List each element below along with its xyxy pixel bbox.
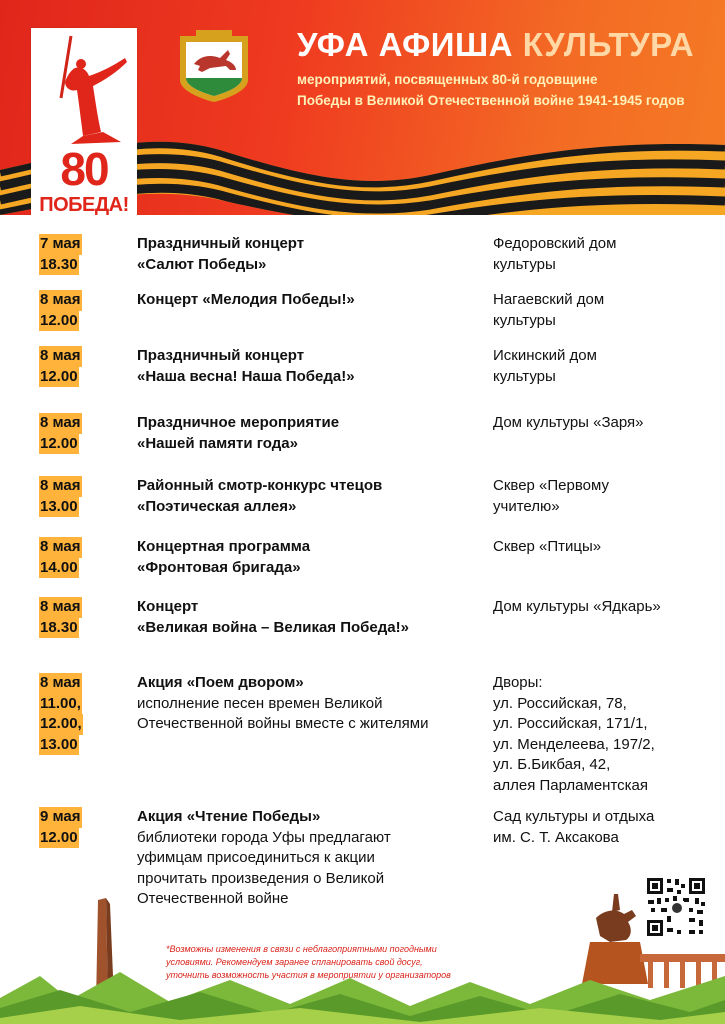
event-title-line: Акция «Поем двором» — [137, 674, 304, 691]
event-date — [39, 234, 109, 275]
event-title — [137, 234, 482, 275]
event-title-line: Праздничный концерт — [137, 235, 305, 252]
event-date — [39, 346, 109, 387]
disclaimer-line: *Возможны изменения в связи с неблагоприятными погодными — [166, 944, 437, 954]
event-venue-line: культуры — [493, 311, 556, 329]
event-venue-line: Сквер «Первому — [493, 477, 609, 494]
event-description-line: Отечественной войне — [137, 890, 289, 907]
event-title — [137, 413, 482, 454]
event-time: 12.00 — [39, 828, 79, 849]
event-time: 13.00 — [39, 497, 79, 518]
event-title — [137, 597, 482, 638]
event-title-line: Концертная программа — [137, 538, 311, 555]
event-title-line: «Великая война – Великая Победа!» — [137, 618, 409, 636]
event-description-line: уфимцам присоединиться к акции — [137, 849, 375, 866]
subtitle-line-1: мероприятий, посвященных 80-й годовщине — [297, 72, 598, 87]
event-venue — [493, 476, 718, 517]
event-title-line: Концерт — [137, 598, 199, 615]
event-venue — [493, 807, 718, 848]
event-venue-line: культуры — [493, 367, 556, 385]
qr-code-icon[interactable] — [645, 876, 707, 938]
event-date — [39, 413, 109, 454]
event-time: 18.30 — [39, 255, 79, 276]
event-title-line: Районный смотр-конкурс чтецов — [137, 477, 383, 494]
event-day: 8 мая — [39, 290, 82, 311]
event-venue-line: ул. Российская, 78, — [493, 694, 627, 712]
event-title-line: «Нашей памяти года» — [137, 434, 298, 452]
event-venue-line: ул. Российская, 171/1, — [493, 715, 648, 732]
event-venue-line: им. С. Т. Аксакова — [493, 828, 619, 846]
event-date — [39, 597, 109, 638]
event-date — [39, 537, 109, 578]
event-time: 14.00 — [39, 558, 79, 579]
event-venue — [493, 413, 718, 434]
event-venue-line: Дом культуры «Ядкарь» — [493, 598, 661, 615]
disclaimer-line: условиями. Рекомендуем заранее спланировать свой досуг, — [166, 957, 423, 967]
event-title — [137, 673, 482, 735]
event-venue — [493, 537, 718, 558]
event-venue-line: Сквер «Птицы» — [493, 538, 602, 555]
event-time: 13.00 — [39, 735, 79, 756]
event-title-line: Акция «Чтение Победы» — [137, 808, 321, 825]
event-venue — [493, 597, 718, 618]
event-title-line: «Салют Победы» — [137, 255, 267, 273]
logo-text: ПОБЕДА! — [39, 194, 129, 215]
disclaimer-note — [166, 943, 546, 982]
event-title-line: «Наша весна! Наша Победа!» — [137, 367, 355, 385]
subtitle-line-2: Победы в Великой Отечественной войне 1941-1945 годов — [297, 93, 685, 108]
event-venue-line: Дворы: — [493, 674, 543, 691]
event-title — [137, 290, 482, 311]
event-description-line: библиотеки города Уфы предлагают — [137, 828, 391, 846]
event-venue — [493, 290, 718, 331]
event-description-line: Отечественной войны вместе с жителями — [137, 715, 429, 732]
event-time: 12.00 — [39, 434, 79, 455]
event-time: 12.00 — [39, 311, 79, 332]
event-venue-line: ул. Менделеева, 197/2, — [493, 735, 655, 753]
event-time: 12.00 — [39, 367, 79, 388]
event-title — [137, 346, 482, 387]
event-venue-line: Нагаевский дом — [493, 291, 605, 308]
event-date — [39, 807, 109, 848]
logo-number: 80 — [60, 143, 108, 195]
event-venue — [493, 673, 718, 796]
event-day: 8 мая — [39, 537, 82, 558]
event-day: 8 мая — [39, 597, 82, 618]
event-venue — [493, 234, 718, 275]
event-title-line: «Фронтовая бригада» — [137, 558, 301, 576]
event-venue — [493, 346, 718, 387]
event-venue-line: ул. Б.Бикбая, 42, — [493, 756, 611, 773]
event-time: 12.00, — [39, 714, 83, 735]
event-venue-line: аллея Парламентская — [493, 776, 649, 794]
event-venue-line: Искинский дом — [493, 347, 597, 364]
event-title — [137, 537, 482, 578]
event-title-line: Праздничное мероприятие — [137, 414, 340, 431]
event-title-line: «Поэтическая аллея» — [137, 497, 297, 515]
event-date — [39, 673, 109, 755]
event-day: 9 мая — [39, 807, 82, 828]
event-day: 8 мая — [39, 476, 82, 497]
event-venue-line: Дом культуры «Заря» — [493, 414, 644, 431]
event-time: 11.00, — [39, 694, 82, 715]
event-venue-line: Сад культуры и отдыха — [493, 808, 655, 825]
event-date — [39, 290, 109, 331]
event-time: 18.30 — [39, 618, 79, 639]
event-date — [39, 476, 109, 517]
event-venue-line: культуры — [493, 255, 556, 273]
event-day: 8 мая — [39, 673, 82, 694]
event-title-line: Концерт «Мелодия Победы!» — [137, 291, 355, 308]
disclaimer-line: уточнить возможность участия в мероприятии у организаторов — [166, 970, 451, 980]
event-title-line: Праздничный концерт — [137, 347, 305, 364]
event-description-line: исполнение песен времен Великой — [137, 694, 383, 712]
title-accent: КУЛЬТУРА — [522, 26, 695, 63]
event-day: 8 мая — [39, 413, 82, 434]
event-day: 7 мая — [39, 234, 82, 255]
event-day: 8 мая — [39, 346, 82, 367]
event-venue-line: Федоровский дом — [493, 235, 617, 252]
event-title — [137, 476, 482, 517]
event-description-line: прочитать произведения о Великой — [137, 869, 385, 887]
event-venue-line: учителю» — [493, 497, 560, 515]
title-main: УФА АФИША — [297, 26, 514, 63]
